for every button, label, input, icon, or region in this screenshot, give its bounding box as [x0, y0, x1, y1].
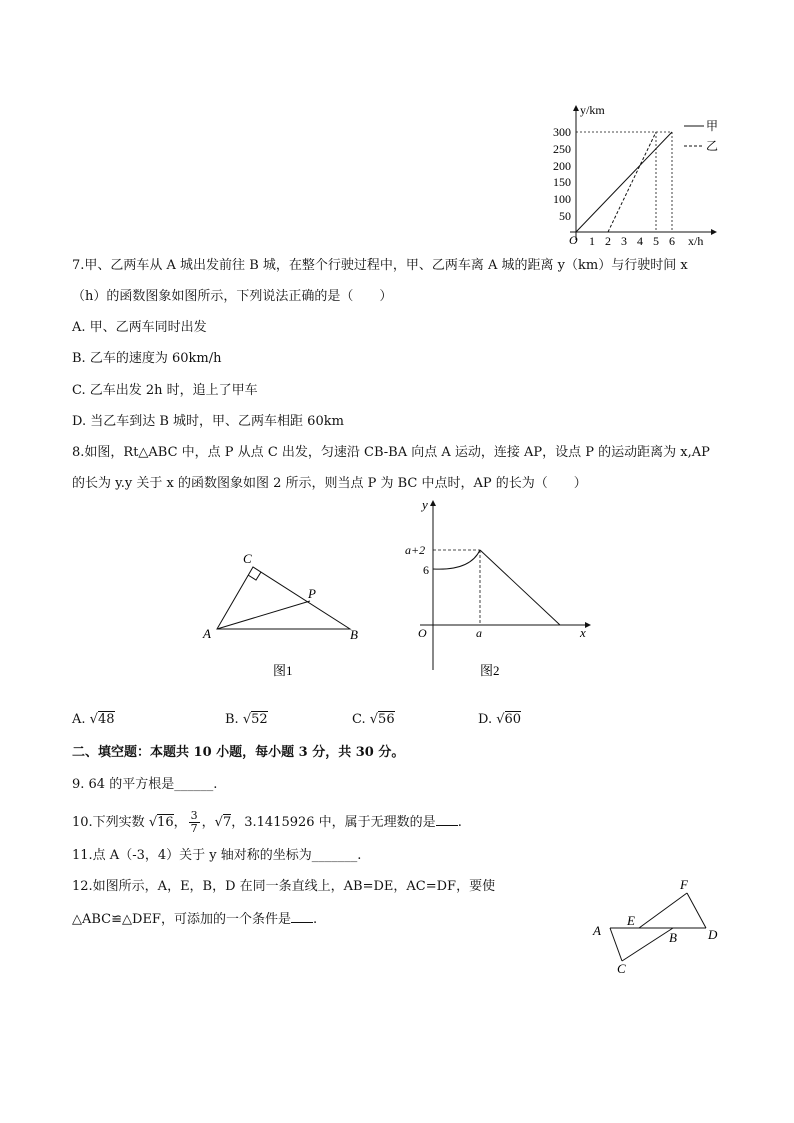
label-B: B [669, 930, 677, 945]
y-tick: 150 [553, 175, 571, 189]
q7-option-c: C. 乙车出发 2h 时，追上了甲车 [72, 383, 258, 398]
q7-stem-line2: （h）的函数图象如图所示，下列说法正确的是（ ） [72, 289, 393, 304]
q8-option-b: B. √52 [225, 712, 268, 727]
label-A: A [203, 626, 211, 641]
function-line [480, 550, 560, 625]
label-P: P [308, 586, 316, 601]
q11: 11.点 A（-3，4）关于 y 轴对称的坐标为_______. [72, 848, 362, 863]
label-C: C [243, 551, 252, 566]
q7-option-a: A. 甲、乙两车同时出发 [72, 320, 207, 335]
label-F: F [680, 877, 688, 892]
q9: 9. 64 的平方根是______. [72, 777, 218, 792]
q8-option-c: C. √56 [352, 712, 395, 727]
x-tick: 4 [637, 234, 643, 248]
legend-yi: 乙 [706, 139, 719, 153]
x-tick: 2 [605, 234, 611, 248]
figure1-caption: 图1 [273, 663, 293, 678]
origin-label: O [418, 626, 427, 640]
label-a-plus-2: a+2 [405, 543, 426, 557]
q8-stem-line1: 8.如图，Rt△ABC 中，点 P 从点 C 出发，匀速沿 CB-BA 向点 A 运动，连接 AP，设点 P 的运动距离为 x,AP [72, 445, 710, 460]
y-tick: 100 [553, 192, 571, 206]
q7-stem-line1: 7.甲、乙两车从 A 城出发前往 B 城，在整个行驶过程中，甲、乙两车离 A 城的距离 y（km）与行驶时间 x [72, 258, 688, 273]
y-axis-label: y/km [580, 103, 605, 117]
figure2-caption: 图2 [480, 663, 500, 678]
q8-option-a: A. √48 [72, 712, 115, 727]
legend-jia: 甲 [706, 119, 719, 133]
q8-figure2-graph [400, 495, 600, 685]
label-six: 6 [423, 563, 429, 577]
x-tick: 1 [589, 234, 595, 248]
x-tick: 3 [621, 234, 627, 248]
q12-line2: △ABC≌△DEF，可添加的一个条件是 . [72, 912, 318, 927]
x-tick: 6 [669, 234, 675, 248]
y-tick: 50 [559, 209, 571, 223]
label-B: B [350, 627, 358, 642]
x-tick-labels [589, 234, 675, 248]
function-curve [433, 550, 480, 569]
label-D: D [708, 927, 718, 942]
label-C: C [617, 961, 626, 976]
q12-line1: 12.如图所示，A，E，B，D 在同一条直线上，AB=DE，AC=DF，要使 [72, 879, 496, 894]
q10: 10.下列实数 √16， $\frac{3}{7}$ ，√7，3.1415926 中，属于无理数的是 . [72, 809, 462, 835]
y-tick: 250 [553, 142, 571, 156]
label-a: a [476, 626, 482, 640]
x-axis-label: x [580, 625, 586, 640]
label-E: E [627, 913, 635, 928]
q7-distance-time-graph [540, 100, 730, 252]
q7-option-b: B. 乙车的速度为 60km/h [72, 351, 222, 366]
section2-heading: 二、填空题：本题共 10 小题，每小题 3 分，共 30 分。 [72, 745, 405, 760]
q8-option-d: D. √60 [478, 712, 522, 727]
q12-figure [585, 875, 725, 980]
q8-figure1-triangle [195, 545, 375, 685]
y-tick: 200 [553, 159, 571, 173]
x-axis-label: x/h [688, 234, 704, 248]
y-tick-labels [553, 125, 571, 223]
q7-option-d: D. 当乙车到达 B 城时，甲、乙两车相距 60km [72, 414, 344, 429]
series-yi-line [608, 132, 656, 232]
q8-stem-line2: 的长为 y.y 关于 x 的函数图象如图 2 所示，则当点 P 为 BC 中点时，AP 的长为（ ） [72, 476, 587, 491]
x-tick: 5 [653, 234, 659, 248]
series-jia-line [576, 132, 672, 232]
origin-label: O [569, 233, 578, 247]
y-axis-label: y [422, 497, 428, 512]
y-tick: 300 [553, 125, 571, 139]
label-A: A [593, 923, 601, 938]
